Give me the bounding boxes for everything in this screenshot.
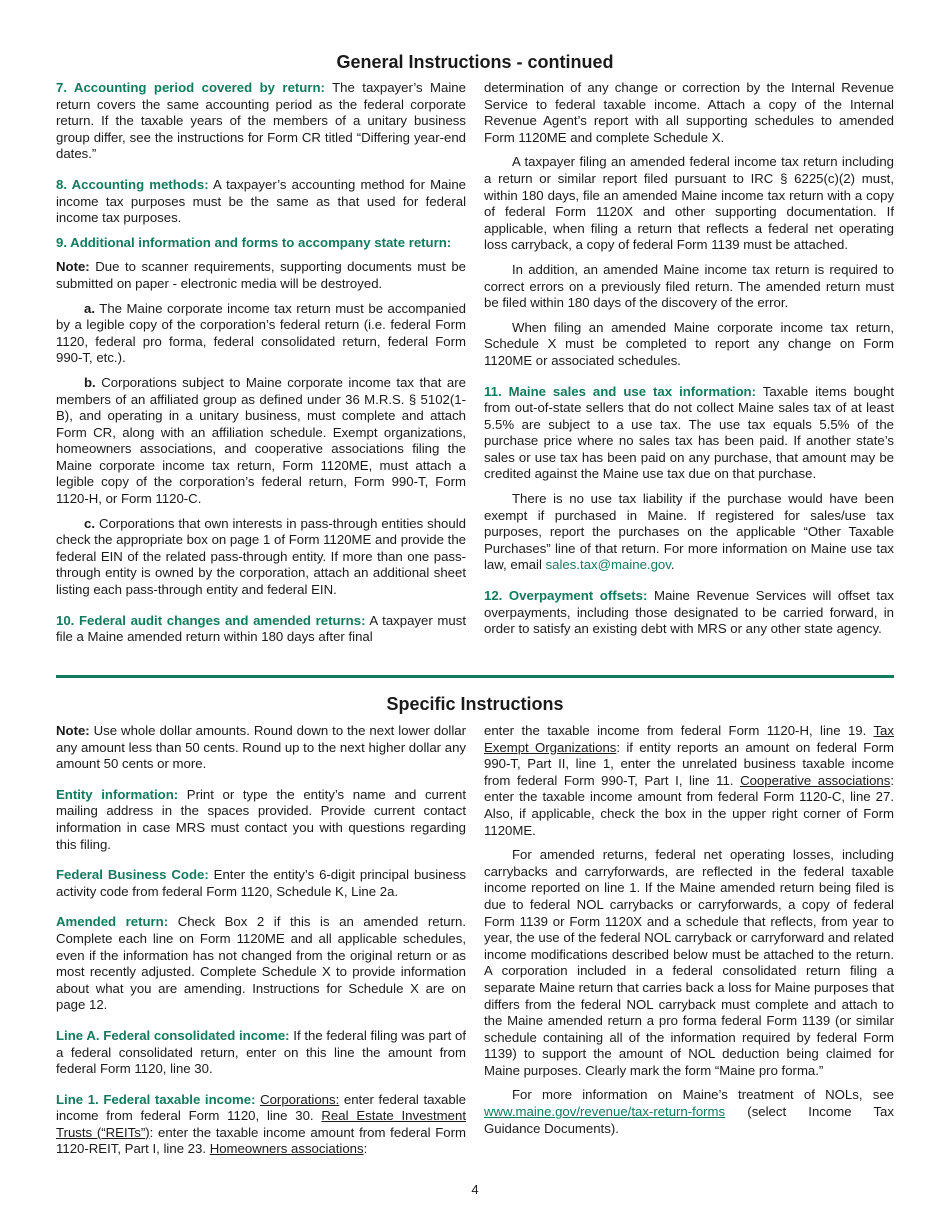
item-9a-text: The Maine corporate income tax return must be accompanied by a legible copy of the corporation’s federal return (i.e. federal Form 1120, federal pro forma, federal consolidated return, federal Form 990-T, etc.). <box>56 300 466 366</box>
item-9c <box>56 516 466 599</box>
reit-text: : enter the taxable income amount from federal Form 1120-REIT, Part I, line 23. <box>56 1124 466 1157</box>
note-text: Due to scanner requirements, supporting documents must be submitted on paper - electronic media will be destroyed. <box>56 259 466 291</box>
hoa-text-head: : <box>363 1141 368 1157</box>
item-9b-text: Corporations subject to Maine corporate income tax that are members of an affiliated group as defined under 36 M.R.S. § 5102(1-B), and operating in a unitary business, must complete and attach Form CR, along with an affiliation schedule. Exempt organizations, homeowners associations, and cooperative associations filing the Maine corporate income tax return, Form 1120ME, must attach a legible copy of the corporation’s federal return, Form 990-T, Form 1120-H, or Form 1120-C. <box>56 374 466 507</box>
cooperative-text: : enter the taxable income amount from federal Form 1120-C, line 27. Also, if applicable, check the box in the upper right corner of Form 1120ME. <box>484 772 894 838</box>
hoa-text: enter the taxable income from federal Form 1120-H, line 19. <box>484 723 874 738</box>
item-11-text: Taxable items bought from out-of-state sellers that do not collect Maine sales tax of at least 5.5% are subject to a use tax. The use tax equals 5.5% of the purchase price where no sales tax has been paid. If another state’s sales or use tax has been paid on any purchase, that amount may be credited against the Maine use tax due on that purchase. <box>484 383 894 482</box>
item-10-text: A taxpayer must file a Maine amended return within 180 days after final <box>56 612 466 645</box>
general-column-right <box>484 80 894 646</box>
federal-business-code <box>56 867 466 900</box>
tax-return-forms-link[interactable]: www.maine.gov/revenue/tax-return-forms <box>484 1104 726 1120</box>
item-9b-label: b. <box>84 374 96 390</box>
line-a <box>56 1028 466 1078</box>
line-1-continued <box>484 723 894 839</box>
entity-heading: Entity information: <box>56 786 179 802</box>
amended-heading: Amended return: <box>56 914 169 930</box>
item-9-note <box>56 259 466 292</box>
item-9-heading: 9. Additional information and forms to accompany state return: <box>56 234 452 250</box>
line-1 <box>56 1092 466 1158</box>
reit-label: Real Estate Investment Trusts (“REITs”) <box>56 1108 466 1140</box>
more-info-text: For more information on Maine’s treatment of NOLs, see <box>512 1087 894 1103</box>
item-9a <box>56 301 466 367</box>
line-a-text: If the federal filing was part of a federal consolidated return, enter on this line the amount from federal Form 1120, line 30. <box>56 1027 466 1077</box>
specific-note-text: Use whole dollar amounts. Round down to the next lower dollar any amount less than 50 cents. Round up to the next higher dollar any amount 50 cents or more. <box>56 723 466 772</box>
cooperative-label: Cooperative associations <box>740 772 891 788</box>
item-12 <box>484 588 894 638</box>
line-a-heading: Line A. Federal consolidated income: <box>56 1027 290 1043</box>
item-9c-label: c. <box>84 515 95 531</box>
item-9b <box>56 375 466 508</box>
page <box>56 0 894 1230</box>
more-info-end: (select Income Tax Guidance Documents). <box>484 1104 894 1136</box>
item-9c-text: Corporations that own interests in pass-through entities should check the appropriate box on page 1 of Form 1120ME and provide the federal EIN of the related pass-through entity. If more than one pass-through entity is owned by the corporation, attach an additional sheet listing each pass-through entity and federal EIN. <box>56 515 466 598</box>
item-11-para-2-end: . <box>670 557 675 573</box>
section-divider <box>56 675 894 678</box>
specific-column-left <box>56 723 466 1166</box>
fbc-text: Enter the entity’s 6-digit principal business activity code from federal Form 1120, Schedule K, Line 2a. <box>56 867 467 899</box>
item-12-heading: 12. Overpayment offsets: <box>484 588 648 604</box>
item-7-heading: 7. Accounting period covered by return: <box>56 80 325 95</box>
specific-note-label: Note: <box>56 723 90 738</box>
hoa-label: Homeowners associations <box>209 1141 364 1157</box>
item-10-para-4: When filing an amended Maine corporate income tax return, Schedule X must be completed to report any change on Form 1120ME or associated schedules. <box>484 319 894 368</box>
specific-column-right <box>484 723 894 1145</box>
item-8-text: A taxpayer’s accounting method for Maine income tax purposes must be the same as that used for federal income tax purposes. <box>56 176 466 226</box>
amended-text: Check Box 2 if this is an amended return. Complete each line on Form 1120ME and all applicable schedules, even if the information has not changed from the original return or as most recently adjusted. Complete Schedule X to provide information about what you are amending. Instructions for Schedule X are on page 12. <box>56 914 466 1013</box>
specific-note <box>56 723 466 773</box>
entity-text: Print or type the entity’s name and current mailing address in the spaces provided. Provide current contact information in case MRS must contact you with questions regarding this filing. <box>56 786 466 852</box>
item-11-heading: 11. Maine sales and use tax information: <box>484 383 756 399</box>
item-7 <box>56 80 466 163</box>
tax-exempt-text: : if entity reports an amount on federal Form 990-T, Part II, line 1, enter the unrelated business taxable income from federal Form 990-T, Part I, line 11. <box>484 739 894 788</box>
item-10-para-3: In addition, an amended Maine income tax return is required to correct errors on a previously filed return. The amended return must be filed within 180 days of the discovery of the error. <box>484 261 894 311</box>
item-11 <box>484 384 894 484</box>
item-10-para-2: A taxpayer filing an amended federal income tax return including a return or similar report filed pursuant to IRC § 6225(c)(2) must, within 180 days, file an amended Maine income tax return with a copy of federal Form 1120X and other supporting documentation. If applicable, when filing a return that reflects a federal net operating loss carryback, a copy of federal Form 1139 must be attached. <box>484 154 894 253</box>
section-title-specific: Specific Instructions <box>386 694 564 714</box>
item-8-heading: 8. Accounting methods: <box>56 176 209 192</box>
more-info-paragraph <box>484 1087 894 1137</box>
note-label: Note: <box>56 259 90 275</box>
section-title-general: General Instructions - continued <box>336 52 614 72</box>
line-1-heading: Line 1. Federal taxable income: <box>56 1091 256 1107</box>
fbc-heading: Federal Business Code: <box>56 867 209 883</box>
item-10-heading: 10. Federal audit changes and amended returns: <box>56 612 366 628</box>
general-column-left <box>56 80 466 654</box>
corporations-text: enter federal taxable income from federal Form 1120, line 30. <box>56 1091 466 1124</box>
item-10-continued <box>484 80 894 146</box>
item-10-continued-text: determination of any change or correction by the Internal Revenue Service to federal taxable income. Attach a copy of the Internal Revenue Agent’s report with all supporting schedules to amended Form 1120ME and complete Schedule X. <box>484 80 894 145</box>
item-11-para-2 <box>484 491 894 574</box>
item-10 <box>56 613 466 646</box>
item-8 <box>56 177 466 227</box>
entity-information <box>56 787 466 853</box>
item-7-text: The taxpayer’s Maine return covers the same accounting period as the federal corporate return. If the taxable years of the members of a unitary business group differ, see the instructions for Form CR titled “Differing year-end dates.” <box>56 80 466 162</box>
item-9a-label: a. <box>84 300 95 316</box>
corporations-label: Corporations: <box>260 1091 340 1107</box>
sales-tax-email-link[interactable]: sales.tax@maine.gov <box>545 557 671 573</box>
page-number: 4 <box>471 1182 479 1197</box>
amended-return <box>56 914 466 1014</box>
item-12-text: Maine Revenue Services will offset tax overpayments, including those designated to be carried forward, in order to satisfy an existing debt with MRS or any other state agency. <box>484 588 894 637</box>
tax-exempt-label: Tax Exempt Organizations <box>484 723 894 755</box>
item-11-para-2-text: There is no use tax liability if the purchase would have been exempt if purchased in Maine. If registered for sales/use tax purposes, report the purchases on the applicable “Other Taxable Purchases” line of that return. For more information on Maine use tax law, email <box>484 491 894 573</box>
nol-paragraph: For amended returns, federal net operating losses, including carrybacks and carryforwards, are reflected in the federal taxable income reported on line 1. If the Maine amended return being filed is due to federal NOL carrybacks or carryforwards, a copy of federal Form 1139 or Form 1120X and a schedule that reflects, from year to year, the use of the federal NOL carryback or carryforward and related income modifications described below must be attached to the return. A corporation included in a federal consolidated return filing a separate Maine return that carries back a loss for Maine purposes that differs from the federal NOL carryback must complete and attach to the Maine amended return a pro forma federal Form 1139 (or similar schedule containing all of the information required by federal Form 1139) to support the amount of NOL deduction being claimed for Maine purposes. Clearly mark the form “Maine pro forma.” <box>484 847 894 1078</box>
